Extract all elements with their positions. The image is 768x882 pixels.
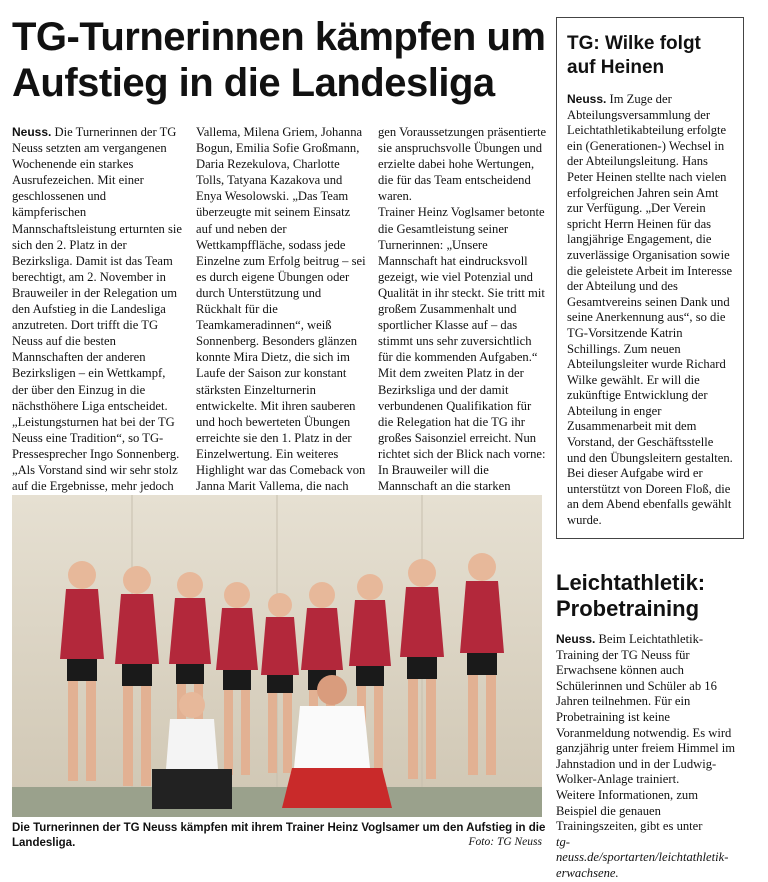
sidebox-text: Beim Leichtathletik-Training der TG Neuss für Erwachsene können auch Schülerinnen und Schüler ab 16 Jahren teilnehmen. Für ein Probetraining ist keine Voranmeldung notwendig. Es wird ganzjährig unter freiem Himmel im Jahnstadion und in der Ludwig-Wolker-Anlage trainiert. bbox=[556, 632, 736, 787]
dateline: Neuss. bbox=[12, 125, 52, 139]
article-column-2 bbox=[196, 124, 366, 559]
article-text: Die Turnerinnen der TG Neuss setzten am vergangenen Wochenende ein starkes Ausrufezeichen. Mit einer geschlossenen und kämpferischen Mannschaftsleistung erturnten sie sich den 2. Platz in der Bezirksliga. Damit ist das Team berechtigt, am 2. November in Brauweiler in der Relegation um den Aufstieg in die Landesliga anzutreten. Dort trifft die TG Neuss auf die besten Mannschaften der anderen Bezirksligen – ein Wettkampf, der über den Einzug in die nächsthöhere Liga entscheidet. bbox=[12, 125, 182, 413]
sidebox-text: Bei dieser Aufgabe wird er unterstützt von Doreen Floß, die an dem Abend ebenfalls gewählt wurde. bbox=[567, 466, 732, 528]
article-text: „Leistungsturnen hat bei der TG Neuss eine Tradition“, so TG-Pressesprecher Ingo Sonnenberg. „Als Vorstand sind wir sehr stolz auf die Ergebnisse, mehr jedoch bbox=[12, 414, 180, 494]
photo-caption: Die Turnerinnen der TG Neuss kämpfen mit ihrem Trainer Heinz Voglsamer um den Aufstieg in die Landesliga. bbox=[12, 822, 546, 849]
article-column-1 bbox=[12, 124, 182, 542]
article-text: Trainer Heinz Voglsamer betonte die Gesamtleistung seiner Turnerinnen: „Unsere Mannschaft hat eindrucksvoll gezeigt, wie viel Potenzial und Qualität in ihr steckt. Sie tritt mit großem Zusammenhalt und sportlicher Klasse auf – das stimmt uns sehr zuversichtlich für die kommenden Aufgaben.“ bbox=[378, 205, 545, 365]
dateline: Neuss. bbox=[556, 632, 596, 646]
sidebox-text: Im Zuge der Abteilungsversammlung der Leichtathletikabteilung erfolgte ein (Generationen-) Wechsel in der Abteilungsleitung. Hans Peter Heinen stellte nach vielen erfolgreichen Jahren sein Amt zur Verfügung. „Der Verein spricht Herrn Heinen für das langjährige Engagement, die zuverlässige Organisation sowie die geleistete Arbeit im Interesse der Abteilung und des Gesamtvereins seinen Dank und seine Anerkennung aus“, so die TG-Vorsitzende Katrin Schillings. Zum neuen Abteilungsleiter wurde Richard Wilke gewählt. Er will die zukünftige Entwicklung der Abteilung in enger Zusammenarbeit mit dem Vorstand, der Geschäftsstelle und den Übungsleitern gestalten. bbox=[567, 92, 733, 465]
sidebox-body bbox=[567, 92, 733, 529]
sidebox-title: Leichtathletik: Probetraining bbox=[556, 570, 706, 621]
sidebox-wilke bbox=[556, 17, 744, 539]
sidebox-body bbox=[556, 632, 742, 882]
article-text: Mit dem zweiten Platz in der Bezirksliga und der damit verbundenen Qualifikation für die Relegation hat die TG ihr großes Saisonziel erreicht. Nun richtet sich der Blick nach vorne: In Brauweiler will die Mannschaft an die starken bbox=[378, 366, 546, 494]
article-text: Vallema, Milena Griem, Johanna Bogun, Emilia Sofie Großmann, Daria Rezekulova, Charlotte Tolls, Tatyana Kazakova und Enya Wesolowski. „Das Team überzeugte mit seinem Einsatz auf und neben der Wettkampffläche, sodass jede Einzelne zum Erfolg beitrug – sei es durch eigene Übungen oder durch Unterstützung und Rückhalt für die Teamkameradinnen“, weiß Sonnenberg. Besonders glänzen konnte Mira Dietz, die sich im Laufe der Saison zur konstant stärksten Einzelturnerin entwickelte. Mit ihren sauberen und hoch bewerteten Übungen erreichte sie den 1. Platz in der Einzelwertung. Ein weiteres Highlight war das Comeback von Janna Marit Vallema, die nach bbox=[196, 125, 366, 494]
article-text: gen Voraussetzungen präsentierte sie anspruchsvolle Übungen und erzielte dabei hohe Wertungen, die für das Team entscheidend waren. bbox=[378, 125, 547, 204]
website-link[interactable]: tg-neuss.de/sportarten/leichtathletik-erwachsene. bbox=[556, 834, 729, 880]
article-column-3 bbox=[378, 124, 548, 542]
sidebox-text: Weitere Informationen, zum Beispiel die genauen Trainingszeiten, gibt es unter bbox=[556, 787, 703, 834]
headline: TG-Turnerinnen kämpfen um Aufstieg in die Landesliga bbox=[12, 15, 546, 105]
photo-credit: Foto: TG Neuss bbox=[468, 836, 542, 848]
team-photo bbox=[12, 495, 542, 817]
sidebox-probetraining bbox=[556, 570, 742, 882]
sidebox-title: TG: Wilke folgt auf Heinen bbox=[567, 33, 701, 78]
dateline: Neuss. bbox=[567, 92, 607, 106]
